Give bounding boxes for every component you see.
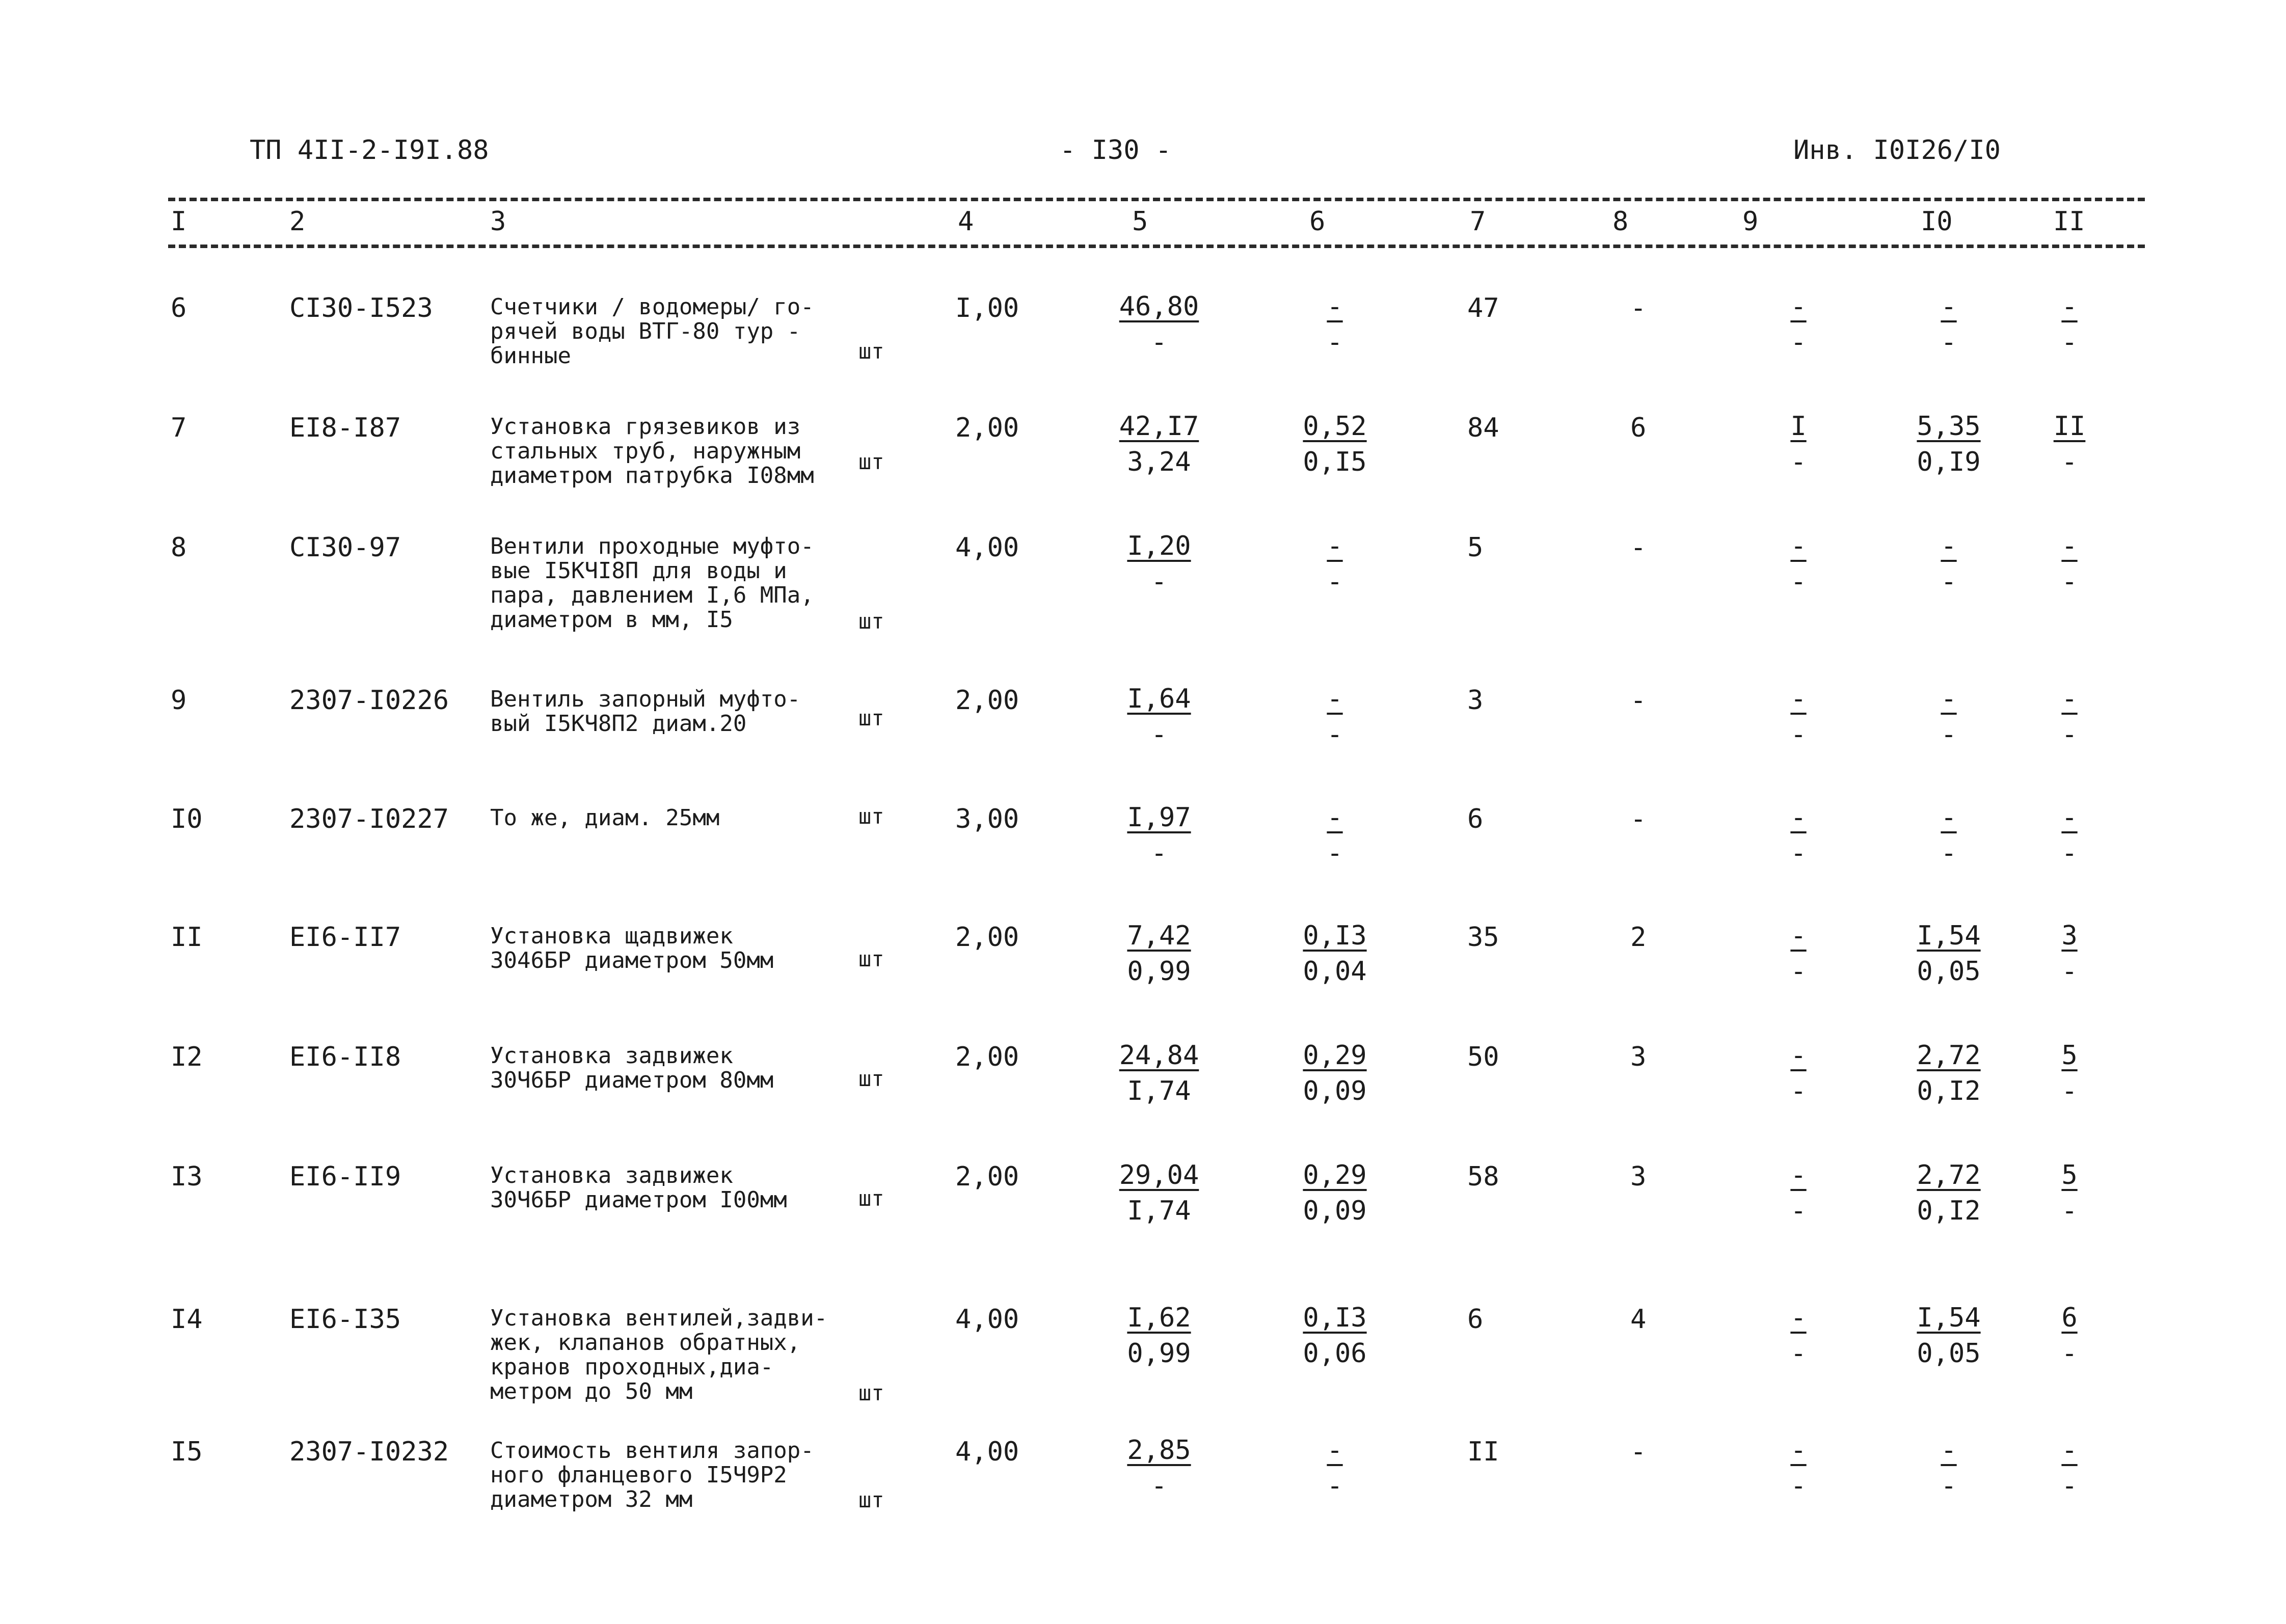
- col7-value: 6: [1467, 804, 1484, 834]
- col11-value: [2013, 1157, 2126, 1229]
- item-code: 2307-I0226: [289, 685, 449, 716]
- row-number: I5: [171, 1437, 203, 1467]
- col9-value-top: -: [1790, 1040, 1807, 1071]
- col8-value: -: [1630, 1437, 1647, 1467]
- col9-value: [1742, 1038, 1854, 1109]
- inventory-number: Инв. I0I26/I0: [1793, 135, 2001, 166]
- col5-value: [1103, 681, 1215, 752]
- col6-value: [1279, 918, 1391, 989]
- col6-value: [1279, 1432, 1391, 1504]
- col10-value: [1893, 681, 2005, 752]
- col9-value-bottom: -: [1790, 566, 1807, 597]
- col5-value-bottom: -: [1151, 719, 1167, 750]
- col6-value-top: 0,29: [1303, 1040, 1367, 1071]
- col11-value-top: -: [2061, 684, 2078, 714]
- col5-value-bottom: 0,99: [1127, 956, 1191, 987]
- col10-value-bottom: -: [1941, 838, 1957, 869]
- col10-value: [1893, 1432, 2005, 1504]
- page-number: - I30 -: [1060, 135, 1172, 166]
- col10-value: [1893, 409, 2005, 480]
- unit-label: шт: [858, 1066, 884, 1091]
- col8-value: 3: [1630, 1161, 1647, 1192]
- col5-value-bottom: -: [1151, 327, 1167, 358]
- item-description: Установка задвижек 30Ч6БР диаметром 80мм: [490, 1043, 774, 1093]
- quantity: I,00: [955, 293, 1019, 323]
- col11-value: [2013, 1300, 2126, 1371]
- col9-value-bottom: -: [1790, 1471, 1807, 1501]
- col11-value-bottom: -: [2061, 1196, 2078, 1226]
- col6-value-top: -: [1327, 684, 1343, 714]
- item-description: Счетчики / водомеры/ го- рячей воды ВТГ-80 тур - бинные: [490, 294, 814, 369]
- item-description: Установка задвижек 30Ч6БР диаметром I00мм: [490, 1162, 787, 1213]
- col11-value-top: -: [2061, 802, 2078, 833]
- col11-value-bottom: -: [2061, 327, 2078, 358]
- col6-value: [1279, 681, 1391, 752]
- col9-value-top: -: [1790, 684, 1807, 714]
- quantity: 2,00: [955, 922, 1019, 953]
- col10-value-top: 2,72: [1917, 1040, 1981, 1071]
- col9-value-bottom: -: [1790, 1338, 1807, 1369]
- row-number: 9: [171, 685, 187, 716]
- col7-value: 84: [1467, 413, 1499, 443]
- item-description: Стоимость вентиля запор- ного фланцевого I5Ч9Р2 диаметром 32 мм: [490, 1438, 814, 1512]
- col9-value-bottom: -: [1790, 956, 1807, 987]
- col6-value-top: -: [1327, 531, 1343, 561]
- column-header: II: [2053, 206, 2085, 237]
- item-code: EI6-II9: [289, 1161, 401, 1192]
- row-number: 8: [171, 532, 187, 563]
- col11-value-bottom: -: [2061, 1076, 2078, 1106]
- col11-value-bottom: -: [2061, 447, 2078, 477]
- table-header-rule: [168, 245, 2145, 248]
- col11-value-top: -: [2061, 531, 2078, 561]
- col11-value-bottom: -: [2061, 566, 2078, 597]
- column-header: 8: [1612, 206, 1629, 237]
- col10-value-bottom: -: [1941, 719, 1957, 750]
- item-code: EI8-I87: [289, 413, 401, 443]
- col9-value: [1742, 289, 1854, 360]
- unit-label: шт: [858, 449, 884, 474]
- col11-value-top: 3: [2061, 921, 2078, 951]
- col5-value: [1103, 528, 1215, 600]
- col10-value-bottom: 0,I2: [1917, 1196, 1981, 1226]
- col9-value: [1742, 1432, 1854, 1504]
- document-code: ТП 4II-2-I9I.88: [250, 135, 489, 166]
- col5-value-bottom: -: [1151, 566, 1167, 597]
- column-header: I: [171, 206, 187, 237]
- item-code: 2307-I0232: [289, 1437, 449, 1467]
- col5-value-bottom: I,74: [1127, 1196, 1191, 1226]
- col9-value-bottom: -: [1790, 838, 1807, 869]
- col7-value: 50: [1467, 1042, 1499, 1072]
- col10-value-bottom: 0,05: [1917, 956, 1981, 987]
- col5-value-top: 29,04: [1119, 1160, 1199, 1190]
- item-code: EI6-II8: [289, 1042, 401, 1072]
- col7-value: 3: [1467, 685, 1484, 716]
- col9-value: [1742, 409, 1854, 480]
- col9-value-bottom: -: [1790, 327, 1807, 358]
- quantity: 2,00: [955, 685, 1019, 716]
- col5-value-top: I,64: [1127, 684, 1191, 714]
- unit-label: шт: [858, 804, 884, 829]
- col7-value: II: [1467, 1437, 1499, 1467]
- col11-value-top: 6: [2061, 1303, 2078, 1333]
- row-number: I2: [171, 1042, 203, 1072]
- column-header: 4: [958, 206, 974, 237]
- col6-value-bottom: -: [1327, 566, 1343, 597]
- col6-value: [1279, 1038, 1391, 1109]
- column-header: 2: [289, 206, 306, 237]
- col6-value-bottom: 0,06: [1303, 1338, 1367, 1369]
- col5-value-top: 7,42: [1127, 921, 1191, 951]
- col11-value: [2013, 528, 2126, 600]
- unit-label: шт: [858, 706, 884, 730]
- col9-value: [1742, 918, 1854, 989]
- col10-value-top: I,54: [1917, 921, 1981, 951]
- col9-value-top: -: [1790, 1160, 1807, 1190]
- col10-value-top: -: [1941, 684, 1957, 714]
- col10-value-top: -: [1941, 802, 1957, 833]
- col9-value-top: -: [1790, 802, 1807, 833]
- col8-value: 3: [1630, 1042, 1647, 1072]
- col11-value: [2013, 409, 2126, 480]
- unit-label: шт: [858, 609, 884, 634]
- col8-value: 6: [1630, 413, 1647, 443]
- col11-value: [2013, 1038, 2126, 1109]
- item-description: Вентили проходные муфто- вые I5КЧI8П для воды и пара, давлением I,6 МПа, диаметром в мм, I5: [490, 533, 814, 633]
- col9-value-top: -: [1790, 291, 1807, 322]
- col10-value-top: -: [1941, 531, 1957, 561]
- col5-value-top: 2,85: [1127, 1435, 1191, 1466]
- table-top-rule: [168, 198, 2145, 201]
- col9-value: [1742, 528, 1854, 600]
- col10-value-top: 2,72: [1917, 1160, 1981, 1190]
- col9-value: [1742, 800, 1854, 871]
- col9-value-bottom: -: [1790, 719, 1807, 750]
- col5-value-top: I,62: [1127, 1303, 1191, 1333]
- col6-value-top: -: [1327, 291, 1343, 322]
- col9-value-top: I: [1790, 411, 1807, 442]
- unit-label: шт: [858, 1186, 884, 1211]
- quantity: 2,00: [955, 413, 1019, 443]
- col6-value-top: -: [1327, 802, 1343, 833]
- col6-value-top: 0,I3: [1303, 921, 1367, 951]
- col11-value-top: -: [2061, 291, 2078, 322]
- col7-value: 6: [1467, 1304, 1484, 1335]
- col6-value-top: -: [1327, 1435, 1343, 1466]
- row-number: 7: [171, 413, 187, 443]
- col6-value-bottom: 0,09: [1303, 1196, 1367, 1226]
- quantity: 2,00: [955, 1161, 1019, 1192]
- col8-value: -: [1630, 804, 1647, 834]
- col9-value-bottom: -: [1790, 1196, 1807, 1226]
- col5-value: [1103, 918, 1215, 989]
- col11-value: [2013, 918, 2126, 989]
- unit-label: шт: [858, 946, 884, 971]
- col5-value-bottom: -: [1151, 1471, 1167, 1501]
- col5-value-top: I,97: [1127, 802, 1191, 833]
- col10-value: [1893, 528, 2005, 600]
- col10-value-top: -: [1941, 291, 1957, 322]
- col10-value: [1893, 1157, 2005, 1229]
- col6-value: [1279, 800, 1391, 871]
- col5-value-bottom: 0,99: [1127, 1338, 1191, 1369]
- item-code: EI6-I35: [289, 1304, 401, 1335]
- col8-value: 2: [1630, 922, 1647, 953]
- col11-value-bottom: -: [2061, 1471, 2078, 1501]
- col11-value-bottom: -: [2061, 956, 2078, 987]
- col9-value-bottom: -: [1790, 447, 1807, 477]
- col6-value-bottom: 0,09: [1303, 1076, 1367, 1106]
- col11-value: [2013, 681, 2126, 752]
- row-number: II: [171, 922, 203, 953]
- col11-value-bottom: -: [2061, 838, 2078, 869]
- col9-value-top: -: [1790, 921, 1807, 951]
- col10-value-bottom: 0,I2: [1917, 1076, 1981, 1106]
- col6-value: [1279, 1300, 1391, 1371]
- col7-value: 47: [1467, 293, 1499, 323]
- col6-value-top: 0,52: [1303, 411, 1367, 442]
- col6-value-top: 0,I3: [1303, 1303, 1367, 1333]
- item-description: Установка щадвижек 3046БР диаметром 50мм: [490, 923, 774, 973]
- row-number: 6: [171, 293, 187, 323]
- col6-value-bottom: 0,04: [1303, 956, 1367, 987]
- col10-value: [1893, 1300, 2005, 1371]
- column-header: I0: [1921, 206, 1953, 237]
- quantity: 4,00: [955, 1304, 1019, 1335]
- col5-value-top: I,20: [1127, 531, 1191, 561]
- col5-value-top: 46,80: [1119, 291, 1199, 322]
- item-code: CI30-97: [289, 532, 401, 563]
- col11-value: [2013, 800, 2126, 871]
- col6-value-bottom: 0,I5: [1303, 447, 1367, 477]
- col11-value-top: -: [2061, 1435, 2078, 1466]
- col10-value: [1893, 289, 2005, 360]
- item-code: 2307-I0227: [289, 804, 449, 834]
- col5-value: [1103, 1038, 1215, 1109]
- item-description: Установка вентилей,задви- жек, клапанов обратных, кранов проходных,диа- метром до 50 мм: [490, 1305, 828, 1404]
- quantity: 3,00: [955, 804, 1019, 834]
- col10-value-top: 5,35: [1917, 411, 1981, 442]
- column-header: 9: [1742, 206, 1759, 237]
- col11-value-top: 5: [2061, 1160, 2078, 1190]
- col10-value: [1893, 1038, 2005, 1109]
- col9-value: [1742, 1300, 1854, 1371]
- col6-value-bottom: -: [1327, 838, 1343, 869]
- col5-value: [1103, 289, 1215, 360]
- col5-value: [1103, 1432, 1215, 1504]
- col9-value-bottom: -: [1790, 1076, 1807, 1106]
- unit-label: шт: [858, 1381, 884, 1405]
- item-description: То же, диам. 25мм: [490, 805, 720, 831]
- col10-value-bottom: -: [1941, 566, 1957, 597]
- col5-value: [1103, 1157, 1215, 1229]
- col10-value-bottom: 0,05: [1917, 1338, 1981, 1369]
- column-header: 5: [1132, 206, 1148, 237]
- col6-value-bottom: -: [1327, 327, 1343, 358]
- col11-value-top: II: [2053, 411, 2086, 442]
- col8-value: 4: [1630, 1304, 1647, 1335]
- column-header: 7: [1470, 206, 1486, 237]
- col6-value: [1279, 1157, 1391, 1229]
- quantity: 2,00: [955, 1042, 1019, 1072]
- col10-value-top: I,54: [1917, 1303, 1981, 1333]
- unit-label: шт: [858, 339, 884, 364]
- quantity: 4,00: [955, 1437, 1019, 1467]
- item-code: EI6-II7: [289, 922, 401, 953]
- col6-value-bottom: -: [1327, 1471, 1343, 1501]
- col10-value-top: -: [1941, 1435, 1957, 1466]
- col5-value-bottom: 3,24: [1127, 447, 1191, 477]
- col5-value: [1103, 1300, 1215, 1371]
- row-number: I4: [171, 1304, 203, 1335]
- col11-value: [2013, 289, 2126, 360]
- col7-value: 35: [1467, 922, 1499, 953]
- col6-value: [1279, 528, 1391, 600]
- col8-value: -: [1630, 685, 1647, 716]
- quantity: 4,00: [955, 532, 1019, 563]
- col9-value-top: -: [1790, 1303, 1807, 1333]
- col10-value-bottom: -: [1941, 1471, 1957, 1501]
- col10-value-bottom: 0,I9: [1917, 447, 1981, 477]
- col6-value: [1279, 289, 1391, 360]
- col10-value: [1893, 800, 2005, 871]
- row-number: I3: [171, 1161, 203, 1192]
- col9-value-top: -: [1790, 1435, 1807, 1466]
- item-description: Установка грязевиков из стальных труб, наружным диаметром патрубка I08мм: [490, 414, 814, 489]
- col5-value: [1103, 409, 1215, 480]
- col7-value: 58: [1467, 1161, 1499, 1192]
- item-code: CI30-I523: [289, 293, 433, 323]
- item-description: Вентиль запорный муфто- вый I5КЧ8П2 диам.20: [490, 686, 801, 737]
- col5-value-top: 42,I7: [1119, 411, 1199, 442]
- col7-value: 5: [1467, 532, 1484, 563]
- col11-value-bottom: -: [2061, 719, 2078, 750]
- col6-value-bottom: -: [1327, 719, 1343, 750]
- col11-value-bottom: -: [2061, 1338, 2078, 1369]
- col10-value: [1893, 918, 2005, 989]
- column-header: 3: [490, 206, 506, 237]
- col5-value-top: 24,84: [1119, 1040, 1199, 1071]
- col9-value: [1742, 681, 1854, 752]
- col6-value: [1279, 409, 1391, 480]
- col5-value: [1103, 800, 1215, 871]
- col8-value: -: [1630, 293, 1647, 323]
- column-header: 6: [1309, 206, 1326, 237]
- row-number: I0: [171, 804, 203, 834]
- col10-value-bottom: -: [1941, 327, 1957, 358]
- col6-value-top: 0,29: [1303, 1160, 1367, 1190]
- col11-value-top: 5: [2061, 1040, 2078, 1071]
- unit-label: шт: [858, 1487, 884, 1512]
- col9-value: [1742, 1157, 1854, 1229]
- col8-value: -: [1630, 532, 1647, 563]
- col9-value-top: -: [1790, 531, 1807, 561]
- col11-value: [2013, 1432, 2126, 1504]
- col5-value-bottom: -: [1151, 838, 1167, 869]
- col5-value-bottom: I,74: [1127, 1076, 1191, 1106]
